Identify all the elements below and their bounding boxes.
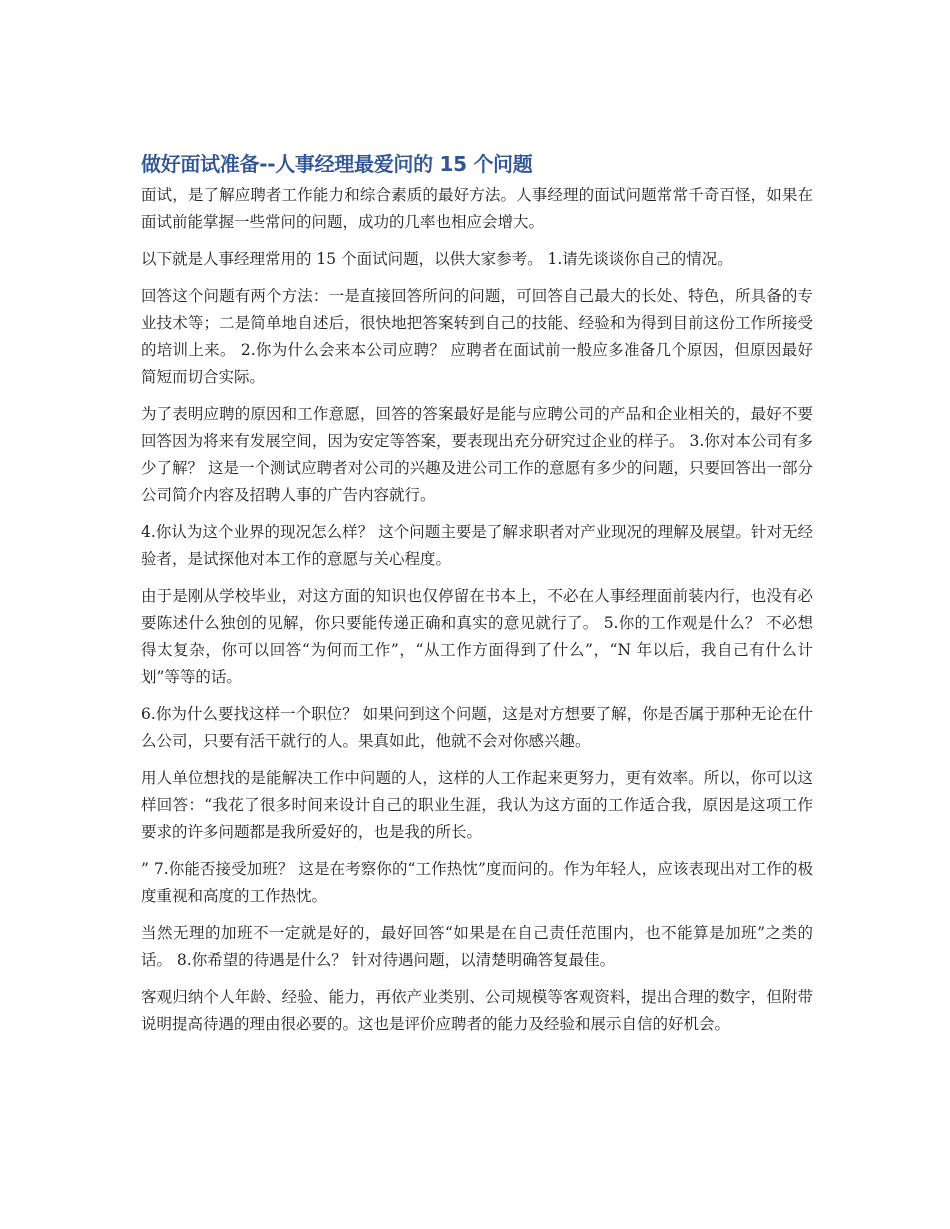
paragraph-answer-6: 用人单位想找的是能解决工作中问题的人，这样的人工作起来更努力，更有效率。所以，你可以这样回答：“我花了很多时间来设计自己的职业生涯，我认为这方面的工作适合我，原因是这项工作要求的许多问题都是我所爱好的，也是我的所长。 xyxy=(141,769,813,841)
paragraph-intro: 面试，是了解应聘者工作能力和综合素质的最好方法。人事经理的面试问题常常千奇百怪，如果在面试前能掌握一些常问的问题，成功的几率也相应会增大。 xyxy=(141,186,813,231)
paragraph-answer-8: 客观归纳个人年龄、经验、能力，再依产业类别、公司规模等客观资料，提出合理的数字，但附带说明提高待遇的理由很必要的。这也是评价应聘者的能力及经验和展示自信的好机会。 xyxy=(141,988,813,1033)
document-title: 做好面试准备--人事经理最爱问的 15 个问题 xyxy=(141,152,533,176)
paragraph-answer-1-question-2: 回答这个问题有两个方法：一是直接回答所问的问题，可回答自己最大的长处、特色，所具备的专业技术等；二是简单地自述后，很快地把答案转到自己的技能、经验和为得到目前这份工作所接受的培训上来。 2.你为什么会来本公司应聘？ 应聘者在面试前一般应多准备几个原因，但原因最好简短而切合实际。 xyxy=(141,287,813,386)
paragraph-answer-4-question-5: 由于是刚从学校毕业，对这方面的知识也仅停留在书本上，不必在人事经理面前装内行，也没有必要陈述什么独创的见解，你只要能传递正确和真实的意见就行了。 5.你的工作观是什么？ 不必想得太复杂，你可以回答“为何而工作”，“从工作方面得到了什么”，“N 年以后，我自己有什么计划”等等的话。 xyxy=(141,587,813,686)
paragraph-question-6: 6.你为什么要找这样一个职位？ 如果问到这个问题，这是对方想要了解，你是否属于那种无论在什么公司，只要有活干就行的人。果真如此，他就不会对你感兴趣。 xyxy=(141,705,813,750)
document-page xyxy=(141,150,813,1048)
paragraph-question-4: 4.你认为这个业界的现况怎么样？ 这个问题主要是了解求职者对产业现况的理解及展望。针对无经验者，是试探他对本工作的意愿与关心程度。 xyxy=(141,523,813,568)
paragraph-answer-7-question-8: 当然无理的加班不一定就是好的，最好回答“如果是在自己责任范围内，也不能算是加班”之类的话。 8.你希望的待遇是什么？ 针对待遇问题，以清楚明确答复最佳。 xyxy=(141,924,813,969)
paragraph-answer-2-question-3: 为了表明应聘的原因和工作意愿，回答的答案最好是能与应聘公司的产品和企业相关的，最好不要回答因为将来有发展空间，因为安定等答案，要表现出充分研究过企业的样子。 3.你对本公司有多少了解？ 这是一个测试应聘者对公司的兴趣及进公司工作的意愿有多少的问题，只要回答出一部分公司简介内容及招聘人事的广告内容就行。 xyxy=(141,405,813,504)
paragraph-question-7: ” 7.你能否接受加班？ 这是在考察你的“工作热忱”度而问的。作为年轻人，应该表现出对工作的极度重视和高度的工作热忱。 xyxy=(141,860,813,905)
paragraph-question-1: 以下就是人事经理常用的 15 个面试问题，以供大家参考。 1.请先谈谈你自己的情况。 xyxy=(141,250,733,268)
